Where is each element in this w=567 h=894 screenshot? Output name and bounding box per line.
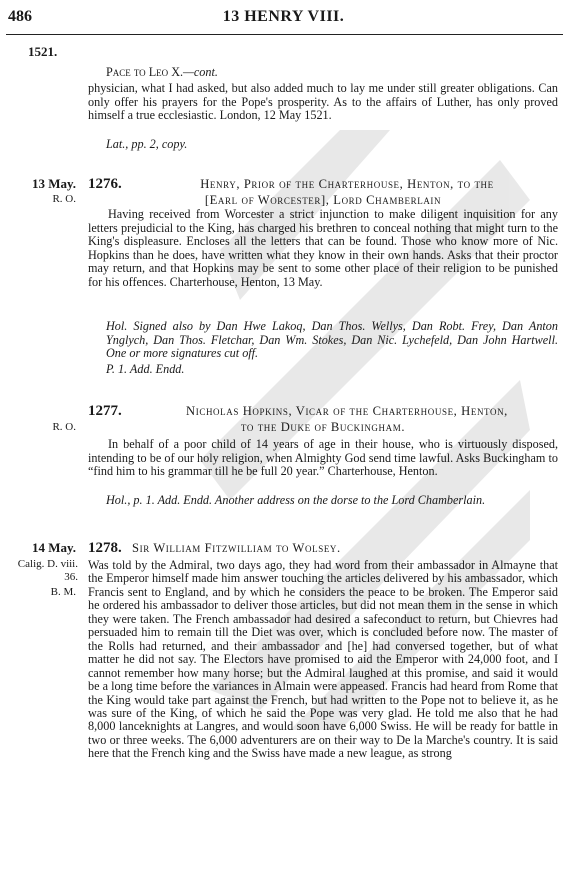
entry-source: Calig. D. viii. 36. <box>17 558 78 583</box>
running-head: 13 HENRY VIII. <box>222 8 345 25</box>
entry-number: 1278. <box>88 540 122 556</box>
continuation-note: Lat., pp. 2, copy. <box>106 137 188 151</box>
entry-body: Having received from Worcester a strict injunction to make diligent inquisition for any letters prejudicial to the King, has charged his brethren to conceal nothing that might turn to the King's displeasure. Encloses all the letters that can be found. Those who know more of Nic. Hopkins than he does, have written what they know in their own hands. Asks that their proctor may return, and that Hopkins may be sent to some other place of their religion to be punished for his offences. Charterhouse, Henton, 13 May. <box>88 207 558 289</box>
continuation-text: physician, what I had asked, but also added much to lay me under still greater obligations. Can only offer his prayers for the Pope's prosperity. As to the affairs of Luther, has only proved himself a true ecclesiastic. London, 12 May 1521. <box>88 81 558 123</box>
margin-year: 1521. <box>28 44 58 59</box>
separator <box>88 160 558 161</box>
page-header <box>0 0 567 40</box>
entry-heading-cont: to the Duke of Buckingham. <box>240 420 406 434</box>
entry-heading: Sir William Fitzwilliam to Wolsey. <box>132 541 341 555</box>
entry-body: In behalf of a poor child of 14 years of age in their house, who is virtuously disposed, intending to be of our holy religion, when Almighty God send time lawful. Asks Buckingham to “find him to his grammar till he be full 20 year.” Charterhouse, Henton. <box>88 437 558 479</box>
entry-body: Was told by the Admiral, two days ago, they had word from their ambassador in Almayne that the Emperor himself made him answer touching the articles delivered by his ambassador, which Francis sent to England, and by which he considers the peace to be broken. The Emperor said he ordered his ambassador to deliver those articles, but did not mean them in the sense in which they were taken. The French ambassador had desired a safeconduct to return, but Chievres had persuaded him to remain till the Diet was over, which is concluded before now. The master of the Rolls had returned, and their ambassador and [he] had conversed together, but of what matter he did not say. The Electors have promised to aid the Emperor with 24,000 foot, and I cannot remember how many horse; but the Admiral laughed at this promise, and said it would be a long time before the variances in Almain were appeased. Francis had heard from Rome that the King would take part against the French, but had written to the Pope not to believe it, as he was sure of the King, of which he said the Pope was very glad. He told me also that he had 8,000 lanceknights at Langres, and would soon have 6,000 Swiss. He will be ready for battle in two or three weeks. The 6,000 adventurers are on their way to De la Marche's country. It is said here that the French king and the Swiss have made a new league, as strong <box>88 558 558 761</box>
entry-heading: Henry, Prior of the Charterhouse, Henton, to the <box>200 177 494 191</box>
continuation-title: Pace to Leo X.—cont. <box>106 65 218 79</box>
entry-source: R. O. <box>52 193 76 205</box>
entry-source: R. O. <box>52 421 76 433</box>
entry-note: Hol., p. 1. Add. Endd. Another address on the dorse to the Lord Chamberlain. <box>106 493 486 507</box>
page-number: 486 <box>8 8 32 25</box>
entry-number: 1276. <box>88 176 122 192</box>
entry-note: Hol. Signed also by Dan Hwe Lakoq, Dan Thos. Wellys, Dan Robt. Frey, Dan Anton Ynglych, Dan Thos. Fletchar, Dan Wm. Stokes, Dan Nic. Lychefeld, Dan John Hartwell. One or more signatures cut off. <box>106 319 558 361</box>
entry-date: 13 May. <box>31 176 76 191</box>
entry-number: 1277. <box>88 403 122 419</box>
entry-heading-cont: [Earl of Worcester], Lord Chamberlain <box>204 193 442 207</box>
entry-heading: Nicholas Hopkins, Vicar of the Charterhouse, Henton, <box>186 404 508 418</box>
entry-date: 14 May. <box>31 540 76 555</box>
entry-note-2: P. 1. Add. Endd. <box>106 362 185 376</box>
header-rule <box>6 34 563 35</box>
entry-source-2: B. M. <box>50 586 76 598</box>
